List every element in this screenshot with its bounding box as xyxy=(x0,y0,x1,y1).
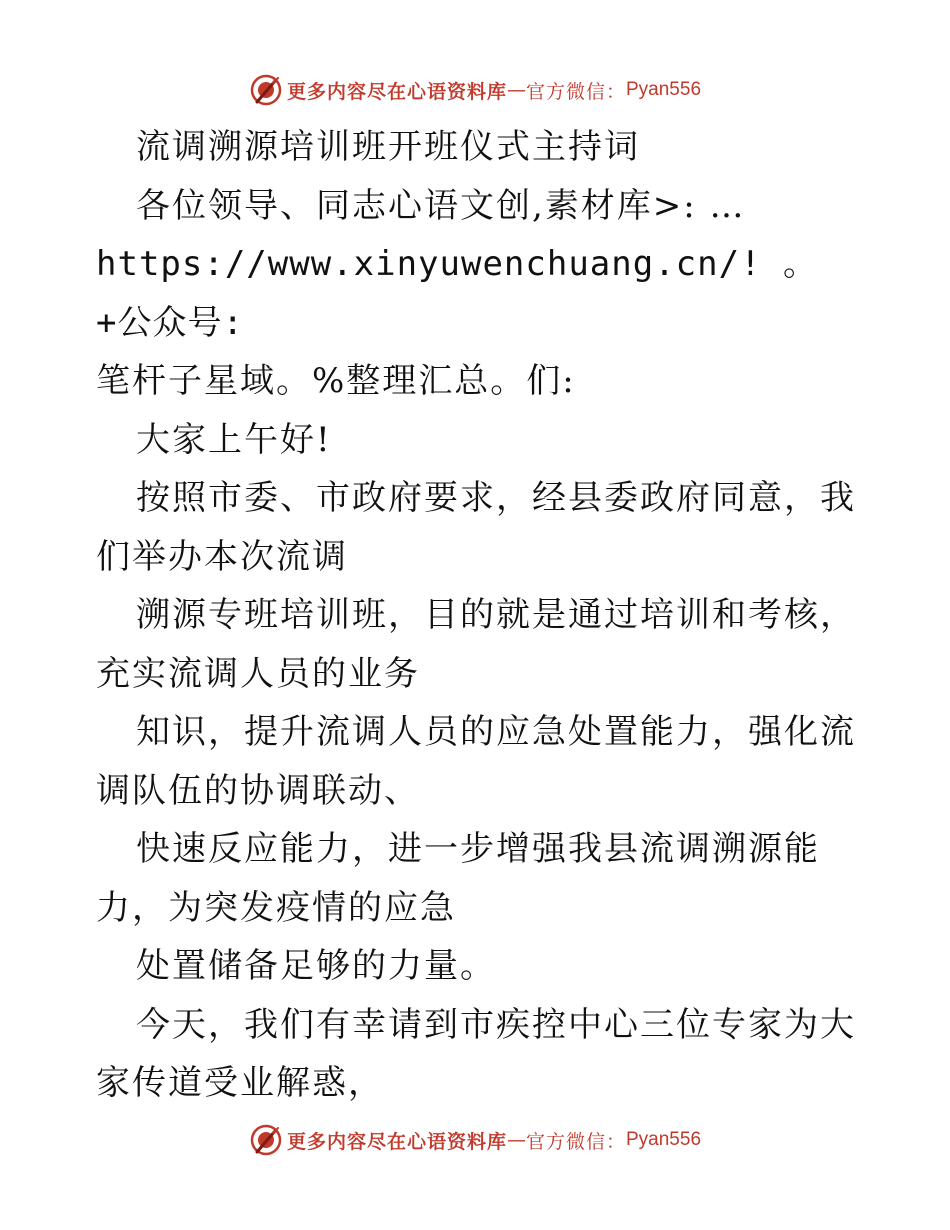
paragraph-2: 溯源专班培训班，目的就是通过培训和考核，充实流调人员的业务 xyxy=(96,595,856,694)
greeting-line-2: https://www.xinyuwenchuang.cn/! 。+公众号: xyxy=(96,244,819,343)
footer-watermark xyxy=(0,1120,950,1160)
watermark-wechat-label: 官方微信： xyxy=(525,80,626,103)
pen-logo-icon xyxy=(249,1123,283,1157)
document-body xyxy=(96,118,856,1113)
pen-logo-icon xyxy=(249,73,283,107)
greeting-line-3: 笔杆子星域。%整理汇总。们: xyxy=(96,361,576,401)
paragraph-3: 知识，提升流调人员的应急处置能力，强化流调队伍的协调联动、 xyxy=(96,712,856,811)
watermark-text: 更多内容尽在心语资料库 xyxy=(286,80,507,103)
watermark-dash: — xyxy=(506,79,526,101)
paragraph-6: 今天，我们有幸请到市疾控中心三位专家为大家传道受业解惑， xyxy=(96,1004,856,1103)
paragraph-4: 快速反应能力，进一步增强我县流调溯源能力，为突发疫情的应急 xyxy=(96,829,820,928)
header-watermark xyxy=(0,70,950,110)
greeting-line-1: 各位领导、同志心语文创,素材库>: … xyxy=(136,185,746,226)
opening-line: 大家上午好! xyxy=(136,419,332,460)
watermark-dash: — xyxy=(506,1129,526,1151)
paragraph-1: 按照市委、市政府要求，经县委政府同意，我们举办本次流调 xyxy=(96,478,856,577)
document-title: 流调溯源培训班开班仪式主持词 xyxy=(136,127,640,167)
watermark-wechat-label: 官方微信： xyxy=(525,1130,626,1153)
watermark-wechat-id: Pyan556 xyxy=(626,1129,702,1150)
watermark-text: 更多内容尽在心语资料库 xyxy=(286,1130,507,1153)
watermark-wechat-id: Pyan556 xyxy=(626,79,702,100)
paragraph-5: 处置储备足够的力量。 xyxy=(136,946,496,986)
